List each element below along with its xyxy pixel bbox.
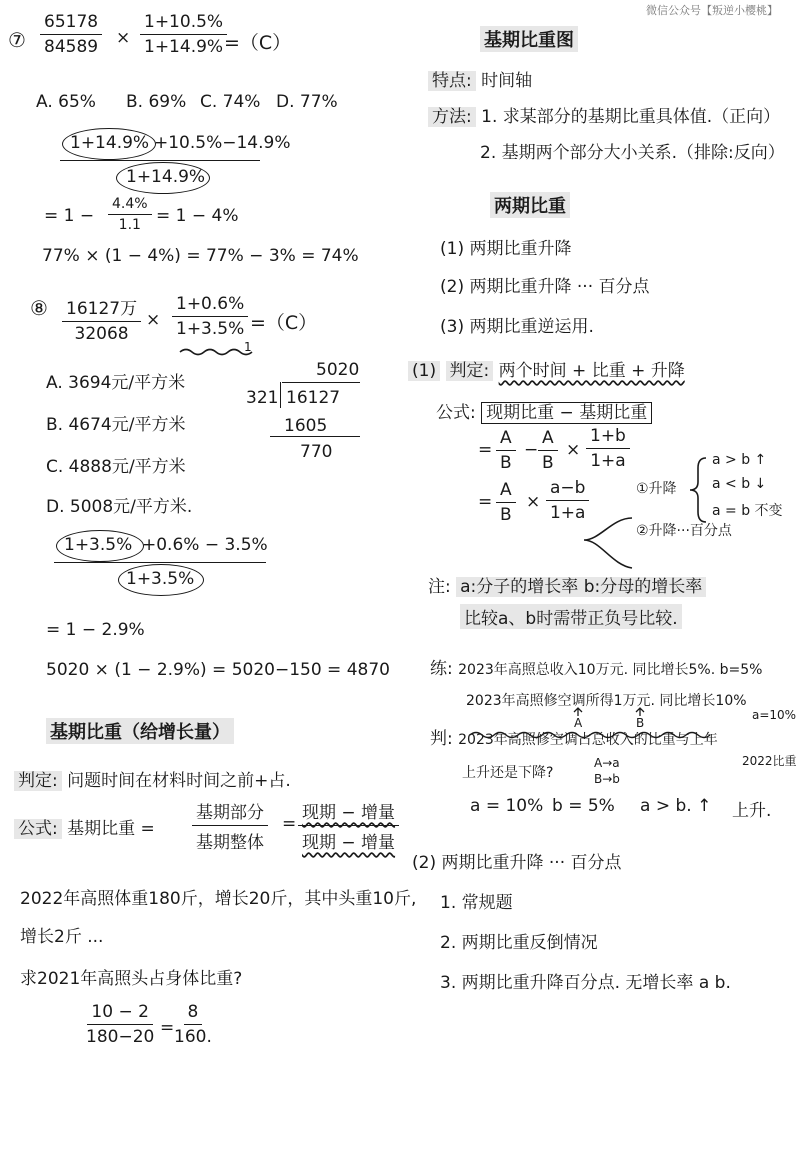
practice-sub: A→a: [594, 756, 620, 770]
section-tag: (1): [408, 361, 440, 381]
practice-line: 2023年高照修空调所得1万元. 同比增长10%: [466, 693, 747, 709]
denominator: 1+a: [549, 503, 586, 523]
fraction: [108, 196, 152, 233]
method-row: [428, 102, 780, 127]
numerator: 10 − 2: [87, 1002, 153, 1025]
result-b: b = 5%: [552, 796, 615, 816]
fraction: [62, 294, 141, 344]
step-result: 77% × (1 − 4%) = 77% − 3% = 74%: [42, 246, 359, 266]
mark-a: A: [574, 716, 583, 730]
result-conclusion: 上升.: [732, 801, 772, 821]
practice-label: 练:: [430, 659, 453, 679]
times-sign: ×: [146, 310, 161, 330]
numerator: 4.4%: [108, 196, 152, 215]
answer: =（C）: [250, 312, 318, 334]
section-title: 基期比重图: [480, 26, 578, 52]
branch-bracket: [584, 518, 632, 568]
formula-text: 基期比重 =: [67, 819, 155, 839]
feature-label: 特点:: [428, 71, 476, 91]
fraction: [192, 798, 268, 853]
option-d: D. 77%: [276, 92, 338, 112]
note-row: [428, 572, 706, 597]
list-item: (1) 两期比重升降: [440, 239, 572, 259]
practice-row: [430, 654, 762, 679]
denominator: B: [499, 453, 512, 473]
wavy-underline: [180, 350, 252, 355]
fraction: [538, 428, 558, 473]
practice-line: 上升还是下降?: [462, 765, 554, 781]
division-divisor: 321: [246, 388, 279, 408]
tick-mark: 1: [244, 340, 252, 354]
fraction: [586, 426, 630, 471]
practice-line: 2023年高照总收入10万元. 同比增长5%. b=5%: [458, 662, 763, 678]
times-sign: ×: [526, 492, 541, 512]
judge-label: 判定:: [14, 771, 62, 791]
numerator: A: [496, 428, 516, 451]
numerator: 8: [184, 1002, 203, 1025]
denominator: 32068: [74, 324, 129, 344]
list-item: (3) 两期比重逆运用.: [440, 317, 594, 337]
division-dividend: 16127: [286, 388, 341, 408]
condition: a = b 不变: [712, 503, 783, 519]
numerator: 1+10.5%: [140, 12, 227, 35]
fraction: [40, 12, 102, 57]
denominator: 现期 − 增量: [302, 833, 396, 853]
list-item: 3. 两期比重升降百分点. 无增长率 a b.: [440, 973, 731, 993]
judge-row: [408, 356, 685, 381]
equals-sign: =: [478, 492, 493, 512]
result-compare: a > b. ↑: [640, 796, 712, 816]
result-a: a = 10%: [470, 796, 544, 816]
step-text: = 1 − 4%: [156, 206, 239, 226]
example-line: 2022年高照体重180斤，增长20斤，其中头重10斤,: [20, 889, 417, 909]
example-question: 求2021年高照头占身体比重?: [20, 969, 243, 989]
times-sign: ×: [116, 28, 131, 48]
numerator: a−b: [546, 478, 589, 501]
watermark: 微信公众号【叛逆小樱桃】: [646, 4, 778, 17]
practice-note: 2022比重: [742, 754, 797, 768]
denominator: 84589: [44, 37, 99, 57]
option-b: B. 4674元/平方米: [46, 415, 186, 435]
fraction: [298, 798, 399, 853]
denominator: 160.: [174, 1027, 212, 1047]
option-a: A. 3694元/平方米: [46, 373, 186, 393]
judge-row: [14, 766, 291, 791]
practice-note: a=10%: [752, 708, 797, 722]
fraction: [496, 480, 516, 525]
option-d: D. 5008元/平方米.: [46, 497, 193, 517]
minus-sign: −: [524, 440, 539, 460]
step-text: = 1 − 2.9%: [46, 620, 145, 640]
numerator: 16127万: [62, 294, 141, 322]
judge-label: 判:: [430, 729, 453, 749]
curly-brace: [690, 458, 706, 522]
feature-row: [428, 66, 532, 91]
step-denominator: 1+3.5%: [126, 569, 195, 589]
step-numerator-b: +0.6% − 3.5%: [142, 535, 268, 555]
answer: =（C）: [224, 32, 292, 54]
equals-sign: =: [478, 440, 493, 460]
denominator: 1+14.9%: [144, 37, 224, 57]
division-remainder: 770: [300, 442, 333, 462]
division-subtrahend: 1605: [284, 416, 328, 436]
practice-line: 2023年高照修空调占总收入的比重与上年: [458, 732, 718, 748]
question-number: ⑧: [30, 296, 48, 320]
denominator: B: [499, 505, 512, 525]
fraction-bar: [60, 160, 260, 161]
section-title: 两期比重: [490, 192, 570, 218]
division-quotient: 5020: [316, 360, 360, 380]
note-text: a:分子的增长率 b:分母的增长率: [456, 577, 706, 597]
division-bracket: [280, 382, 281, 408]
method-item-2: 2. 基期两个部分大小关系.（排除:反向）: [480, 143, 785, 163]
numerator: 1+0.6%: [172, 294, 248, 317]
method-label: 方法:: [428, 107, 476, 127]
fraction: [172, 294, 248, 339]
fraction: [86, 1002, 154, 1047]
note-text: 比较a、b时需带正负号比较.: [460, 604, 682, 629]
option-c: C. 4888元/平方米: [46, 457, 186, 477]
list-item: (2) 两期比重升降 ··· 百分点: [440, 277, 650, 297]
mark-b: B: [636, 716, 645, 730]
denominator: 1+a: [590, 451, 626, 471]
judge-label: 判定:: [446, 361, 494, 381]
option-c: C. 74%: [200, 92, 261, 112]
numerator: A: [496, 480, 516, 503]
fraction: [140, 12, 227, 57]
step-result: 5020 × (1 − 2.9%) = 5020−150 = 4870: [46, 660, 390, 680]
fraction: [174, 1002, 212, 1047]
numerator: 基期部分: [192, 798, 268, 826]
division-bar: [270, 436, 360, 437]
denominator: 180−20: [86, 1027, 155, 1047]
step-denominator: 1+14.9%: [126, 167, 206, 187]
numerator: 65178: [40, 12, 102, 35]
numerator: 现期 − 增量: [298, 798, 399, 826]
condition: a > b ↑: [712, 452, 767, 468]
formula-label: 公式:: [14, 819, 62, 839]
example-line: 增长2斤 ...: [20, 927, 104, 947]
equals-sign: =: [282, 814, 297, 834]
practice-sub: B→b: [594, 772, 620, 786]
times-sign: ×: [566, 440, 581, 460]
practice-row: [430, 724, 718, 749]
note-label: 注:: [428, 577, 451, 597]
option-b: B. 69%: [126, 92, 187, 112]
option-a: A. 65%: [36, 92, 96, 112]
formula-box: 现期比重 − 基期比重: [481, 402, 652, 424]
question-number: ⑦: [8, 28, 26, 52]
formula-row: [436, 398, 652, 423]
fraction: [546, 478, 589, 523]
denominator: 1.1: [118, 217, 141, 233]
denominator: 1+3.5%: [176, 319, 245, 339]
denominator: 基期整体: [196, 833, 264, 853]
numerator: 1+b: [586, 426, 630, 449]
step-numerator-b: +10.5%−14.9%: [154, 133, 291, 153]
list-item: 1. 常规题: [440, 893, 513, 913]
division-bar: [282, 382, 360, 383]
step-numerator-a: 1+3.5%: [64, 535, 133, 555]
list-item: 2. 两期比重反倒情况: [440, 933, 598, 953]
branch-label: ①升降: [636, 481, 677, 497]
method-item-1: 1. 求某部分的基期比重具体值.（正向）: [481, 107, 781, 127]
equals-sign: =: [160, 1018, 175, 1038]
formula-label: 公式:: [436, 403, 476, 423]
branch-label: ②升降···百分点: [636, 523, 732, 539]
formula-row: [14, 814, 155, 839]
step-text: = 1 −: [44, 206, 95, 226]
section-title: 基期比重（给增长量）: [46, 718, 234, 744]
feature-text: 时间轴: [481, 71, 533, 91]
denominator: B: [541, 453, 554, 473]
judge-text: 两个时间 + 比重 + 升降: [498, 361, 685, 381]
fraction-bar: [54, 562, 266, 563]
judge-text: 问题时间在材料时间之前+占.: [67, 771, 291, 791]
numerator: A: [538, 428, 558, 451]
step-numerator-a: 1+14.9%: [70, 133, 150, 153]
section-title: (2) 两期比重升降 ··· 百分点: [412, 853, 622, 873]
condition: a < b ↓: [712, 476, 767, 492]
fraction: [496, 428, 516, 473]
